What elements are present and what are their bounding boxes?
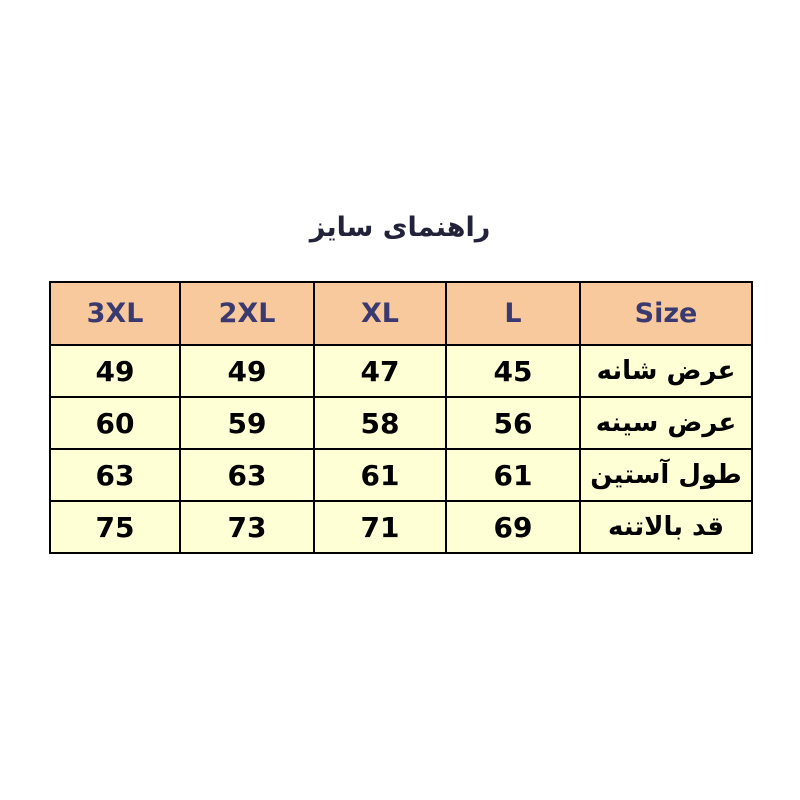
size-value-cell: 56 — [446, 397, 580, 449]
row-label-torso-length: قد بالاتنه — [580, 501, 752, 553]
column-header-3xl: 3XL — [50, 282, 180, 345]
table-row-chest-width — [50, 397, 752, 449]
column-header-2xl: 2XL — [180, 282, 314, 345]
column-header-size: Size — [580, 282, 752, 345]
size-value-cell: 73 — [180, 501, 314, 553]
size-value-cell: 58 — [314, 397, 446, 449]
table-row-shoulder-width — [50, 345, 752, 397]
size-value-cell: 49 — [50, 345, 180, 397]
column-header-l: L — [446, 282, 580, 345]
size-value-cell: 61 — [446, 449, 580, 501]
size-value-cell: 69 — [446, 501, 580, 553]
size-value-cell: 45 — [446, 345, 580, 397]
table-row-sleeve-length — [50, 449, 752, 501]
row-label-sleeve-length: طول آستین — [580, 449, 752, 501]
size-value-cell: 49 — [180, 345, 314, 397]
size-value-cell: 71 — [314, 501, 446, 553]
header-row — [50, 282, 752, 345]
column-header-xl: XL — [314, 282, 446, 345]
size-value-cell: 47 — [314, 345, 446, 397]
table-row-torso-length — [50, 501, 752, 553]
row-label-chest-width: عرض سینه — [580, 397, 752, 449]
size-value-cell: 63 — [50, 449, 180, 501]
size-value-cell: 60 — [50, 397, 180, 449]
size-value-cell: 61 — [314, 449, 446, 501]
size-value-cell: 59 — [180, 397, 314, 449]
size-value-cell: 63 — [180, 449, 314, 501]
size-guide-title: راهنمای سایز — [309, 212, 491, 243]
size-value-cell: 75 — [50, 501, 180, 553]
row-label-shoulder-width: عرض شانه — [580, 345, 752, 397]
size-chart-table — [49, 281, 753, 554]
